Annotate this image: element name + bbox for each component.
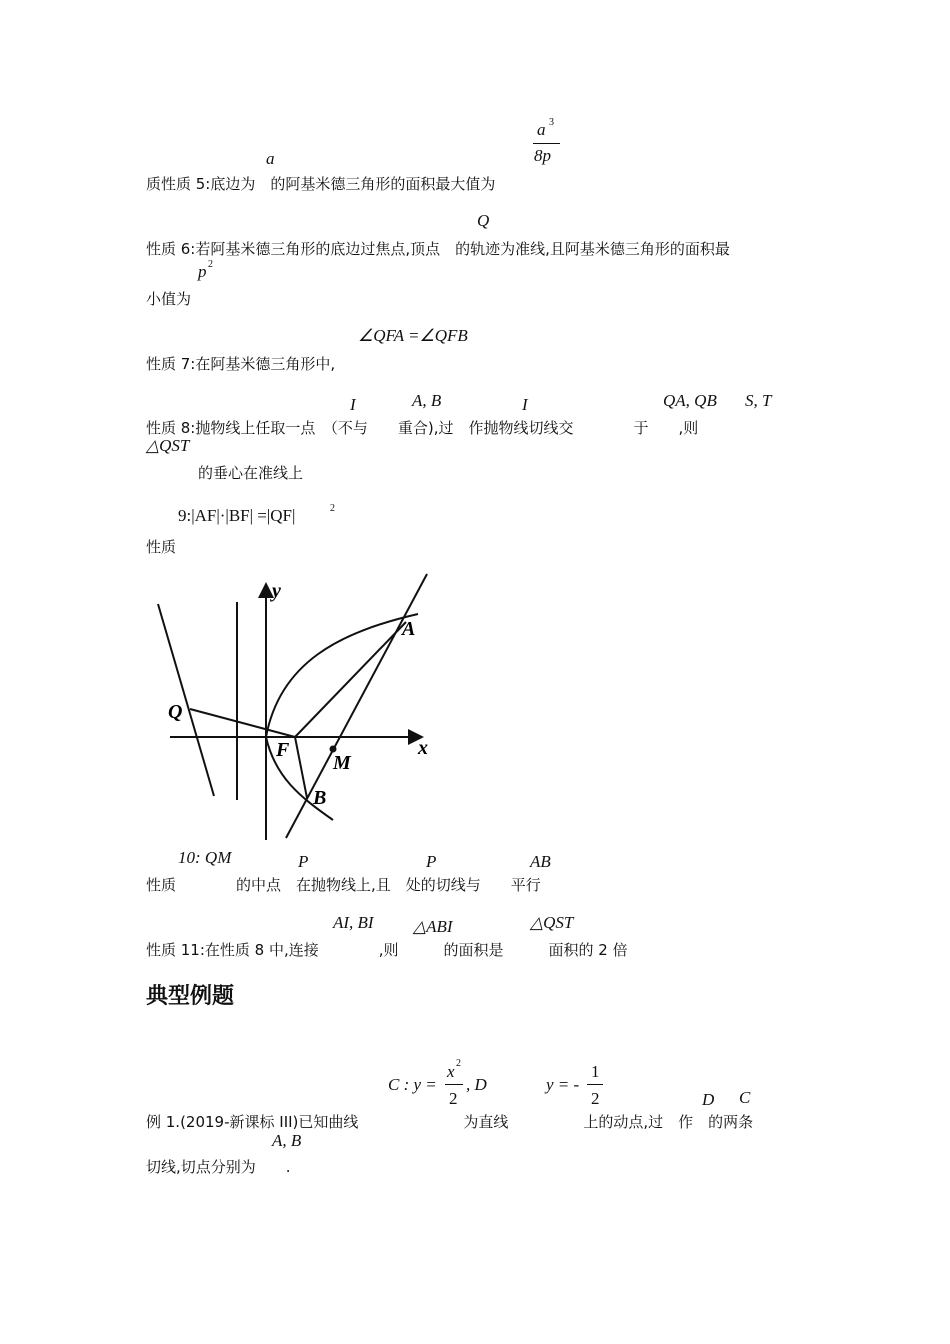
segment-fb [295,737,307,798]
half-bar [587,1084,603,1085]
point-d-sep: , D [466,1075,487,1094]
property-6-text: 性质 6:若阿基米德三角形的底边过焦点,顶点 的轨迹为准线,且阿基米德三角形的面积最 [146,240,730,258]
line-ab-label: AB [530,852,551,871]
point-p-label-2: P [426,852,437,871]
focal-chord-line [286,574,427,838]
area-frac-denominator: 8p [534,146,551,165]
point-p-label: P [298,852,309,871]
property-10-text: 性质 的中点 在抛物线上,且 处的切线与 平行 [146,876,541,894]
property-8-text: 性质 8:抛物线上任取一点 （不与 重合),过 作抛物线切线交 于 ,则 [146,419,699,437]
point-q-label: Q [168,701,183,723]
frac-x-bar [445,1084,463,1085]
line-y-formula: y = - [546,1075,580,1094]
parabola-curve [266,614,418,820]
property-5-text: 质性质 5:底边为 的阿基米德三角形的面积最大值为 [146,175,496,193]
half-denominator: 2 [591,1089,600,1108]
area-frac-exponent: 3 [549,117,554,128]
point-b-label: B [313,787,327,809]
p-squared-exponent: 2 [208,259,213,270]
frac-x-numerator: x [447,1062,455,1081]
property-9-exponent: 2 [330,503,335,514]
curve-c-label: C [739,1088,751,1107]
property-9-text: 性质 [146,538,177,556]
property-11-text: 性质 11:在性质 8 中,连接 ,则 的面积是 面积的 2 倍 [146,941,628,959]
example-1-text-cont: 切线,切点分别为 . [146,1158,291,1176]
lines-qa-qb-label: QA, QB [663,391,717,410]
point-a-label: A [402,618,416,640]
section-heading: 典型例题 [146,984,235,1009]
half-numerator: 1 [591,1062,600,1081]
frac-x-denominator: 2 [449,1089,458,1108]
angle-formula: ∠QFA =∠QFB [358,326,468,345]
var-a: a [266,149,275,168]
vertex-q-label: Q [477,211,490,230]
parabola-figure [150,572,450,842]
property-9-formula: 9:|AF|·|BF| =|QF| [178,506,296,525]
triangle-qst-label: △QST [146,436,190,455]
qm-label: 10: QM [178,848,232,867]
points-st-label: S, T [745,391,772,410]
triangle-qst-label-2: △QST [530,913,574,932]
point-i-label-2: I [522,395,528,414]
tangent-points-ab: A, B [272,1131,302,1150]
property-8-text-cont: 的垂心在准线上 [198,464,304,482]
property-6-text-cont: 小值为 [146,290,192,308]
point-f-label: F [276,739,290,761]
axis-y-label: y [272,580,281,602]
axis-x-label: x [418,737,428,759]
point-d-label: D [702,1090,715,1109]
segment-qf [190,709,295,737]
property-7-text: 性质 7:在阿基米德三角形中, [146,355,336,373]
points-ab-label: A, B [412,391,442,410]
point-m-label: M [333,752,351,774]
area-frac-numerator: a [537,120,546,139]
area-frac-bar [533,143,560,144]
triangle-abi-label: △ABI [413,917,453,936]
tangent-line-q [158,604,214,796]
curve-c-formula: C : y = [388,1075,437,1094]
example-1-text: 例 1.(2019-新课标 III)已知曲线 为直线 上的动点,过 作 的两条 [146,1113,754,1131]
point-i-label: I [350,395,356,414]
lines-ai-bi-label: AI, BI [333,913,374,932]
segment-fa [295,622,406,737]
p-squared: p [198,262,207,281]
frac-x-exponent: 2 [456,1058,461,1069]
